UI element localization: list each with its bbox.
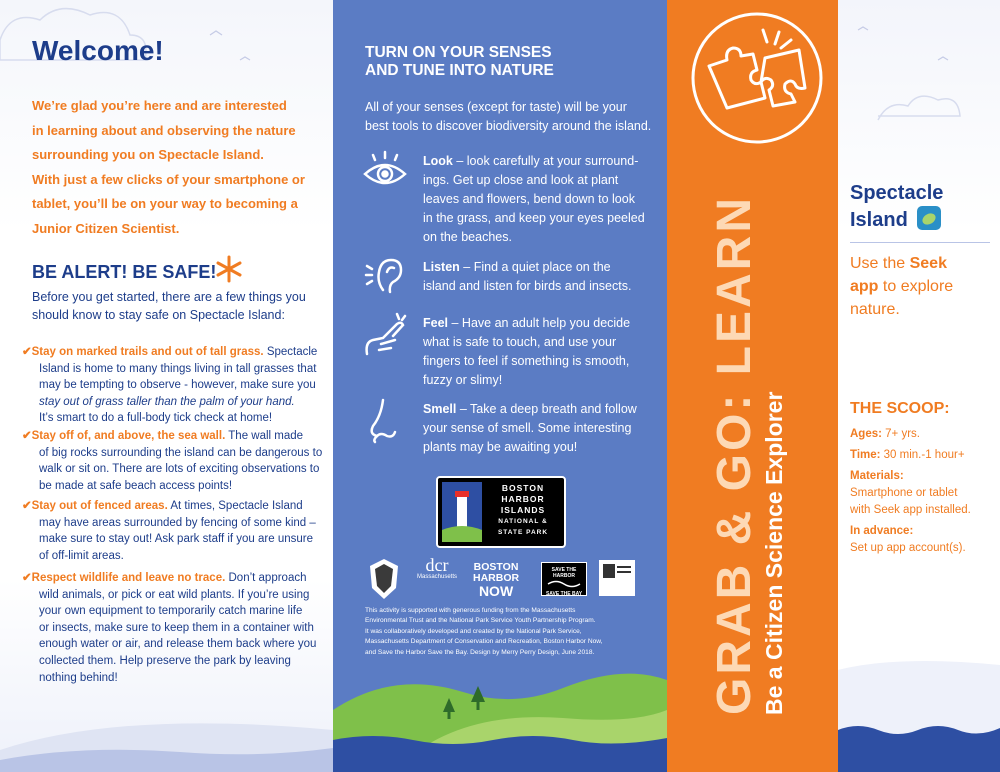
materials-value: with Seek app installed.	[850, 504, 971, 516]
ear-icon	[363, 252, 409, 298]
grab-go-title	[707, 195, 762, 715]
sense-listen	[423, 258, 631, 296]
nps-arrowhead-logo	[368, 558, 400, 600]
sense-smell	[423, 400, 637, 457]
tip-line: of off-limit areas.	[39, 549, 124, 562]
hand-icon	[361, 310, 411, 360]
tip-line: collected them. Help preserve the park by leaving	[39, 654, 291, 667]
tip-line: Island is home to many things living in tall grasses that	[39, 362, 317, 375]
credits-line: and Save the Harbor Save the Bay. Design by Merry Perry Design, June 2018.	[365, 648, 595, 656]
tip-line: walk or sit on. There are lots of exciting observations to	[39, 463, 320, 476]
check-icon: ✔	[22, 346, 32, 358]
eye-icon	[361, 150, 409, 198]
boston-harbor-islands-logo	[436, 476, 566, 548]
place-name	[850, 180, 943, 233]
welcome-title: Welcome!	[32, 35, 164, 66]
senses-intro-line: All of your senses (except for taste) will be your	[365, 100, 627, 114]
sense-line: – Have an adult help you decide	[448, 316, 631, 330]
seek-app-icon	[917, 206, 941, 230]
grab-go-subtitle-text: Be a Citizen Science Explorer	[761, 391, 787, 715]
wave-icon	[546, 579, 582, 589]
sense-line: fingers to feel if something is smooth,	[423, 354, 630, 368]
place-name-line: Island	[850, 209, 908, 231]
tip-title: Respect wildlife and leave no trace.	[31, 572, 226, 584]
environmental-trust-logo	[599, 560, 635, 596]
safety-tip-2	[22, 428, 327, 494]
safety-tip-1	[22, 344, 327, 427]
tip-line: may be tempting to observe - however, make sure you	[39, 379, 316, 392]
safety-tip-3	[22, 498, 327, 564]
ages-label: Ages:	[850, 428, 882, 440]
safety-intro-line: should know to stay safe on Spectacle Island:	[32, 308, 285, 322]
safety-intro-line: Before you get started, there are a few things you	[32, 290, 306, 304]
welcome-line: surrounding you on Spectacle Island.	[32, 147, 264, 162]
nose-icon	[363, 396, 409, 446]
tip-line: be made at safe beach access points!	[39, 479, 233, 492]
safety-intro	[32, 288, 306, 324]
sense-name: Feel	[423, 316, 449, 330]
info-panel	[838, 0, 1000, 772]
sense-look	[423, 152, 645, 247]
sea-illustration	[838, 600, 1000, 772]
sense-line: on the beaches.	[423, 230, 512, 244]
materials-value: Smartphone or tablet	[850, 487, 958, 499]
tip-title: Stay off of, and above, the sea wall.	[31, 430, 226, 442]
sense-feel	[423, 314, 630, 390]
credits-line: Massachusetts Department of Conservation and Recreation, Boston Harbor Now,	[365, 638, 603, 646]
bhi-logo-text	[488, 483, 558, 538]
tip-line: It’s smart to do a full-body tick check at home!	[39, 412, 273, 425]
sense-line: – Take a deep breath and follow	[456, 402, 637, 416]
left-panel	[0, 0, 333, 772]
lighthouse-icon	[442, 482, 482, 542]
check-icon: ✔	[22, 572, 32, 584]
hill-decoration	[0, 690, 333, 772]
tip-title: Stay on marked trails and out of tall grass.	[31, 346, 264, 358]
sense-line: ings. Get up close and look at plant	[423, 173, 619, 187]
bhi-logo-line: ISLANDS	[500, 505, 546, 515]
welcome-line: Junior Citizen Scientist.	[32, 220, 180, 236]
tip-line: stay out of grass taller than the palm of your hand.	[39, 395, 295, 408]
seek-app-word: app	[850, 278, 879, 295]
asterisk-icon	[214, 254, 244, 284]
seek-line: to explore	[878, 278, 954, 295]
dcr-logo-text: dcr	[425, 555, 449, 575]
check-icon: ✔	[22, 500, 32, 512]
bhn-logo-line: BOSTON	[473, 561, 519, 573]
bhi-logo-line: HARBOR	[501, 494, 545, 504]
grab-go-title-text: GRAB & GO: LEARN	[708, 195, 761, 715]
tip-line: nothing behind!	[39, 671, 118, 684]
senses-heading-line: AND TUNE INTO NATURE	[365, 62, 554, 79]
sense-name: Smell	[423, 402, 457, 416]
grab-go-subtitle	[761, 392, 788, 715]
tip-line: make sure to stay out! Ask park staff if you are unsure	[39, 533, 314, 546]
save-the-harbor-logo	[541, 562, 587, 596]
welcome-line: in learning about and observing the nature	[32, 122, 296, 138]
check-icon: ✔	[22, 430, 32, 442]
credits-line: It was collaboratively developed and created by the National Park Service,	[365, 627, 582, 635]
tip-line: your own equipment to temporarily catch marine life	[39, 605, 303, 618]
time-label: Time:	[850, 449, 881, 461]
puzzle-icon	[687, 8, 827, 148]
senses-heading	[365, 44, 554, 80]
sense-line: your sense of smell. Some interesting	[423, 421, 632, 435]
bhn-logo-line: HARBOR	[473, 572, 520, 584]
safety-tip-4	[22, 570, 327, 686]
time-value: 30 min.-1 hour+	[880, 449, 965, 461]
sth-logo-line: SAVE THE BAY	[545, 591, 583, 597]
ages-value: 7+ yrs.	[881, 428, 920, 440]
seek-text	[850, 252, 953, 321]
credits-line: Environmental Trust and the National Park Service Youth Partnership Program.	[365, 617, 596, 625]
sense-name: Listen	[423, 260, 460, 274]
seek-line: nature.	[850, 301, 900, 318]
sense-line: plants may be awaiting you!	[423, 440, 578, 454]
tip-line: may have areas surrounded by fencing of some kind –	[39, 516, 316, 529]
dcr-logo	[417, 556, 457, 580]
bhi-logo-line: STATE PARK	[497, 529, 549, 536]
advance-label: In advance:	[850, 525, 914, 537]
boston-harbor-now-logo	[473, 562, 519, 598]
dcr-logo-sub: Massachusetts	[417, 574, 458, 580]
bhi-logo-line: NATIONAL &	[498, 518, 548, 525]
tip-line: of big rocks surrounding the island can be dangerous to	[39, 446, 323, 459]
scoop-details	[850, 426, 971, 557]
landscape-illustration	[333, 640, 667, 772]
materials-label: Materials:	[850, 470, 904, 482]
scoop-heading: THE SCOOP:	[850, 400, 950, 417]
sense-line: – Find a quiet place on the	[459, 260, 611, 274]
safety-heading: BE ALERT! BE SAFE!	[32, 262, 217, 282]
welcome-text	[32, 94, 305, 241]
welcome-line: We’re glad you’re here and are interested	[32, 98, 287, 113]
grab-go-strip	[667, 0, 838, 772]
welcome-line: With just a few clicks of your smartphone or	[32, 171, 305, 187]
tip-line: enough water or air, and release them back where you	[39, 638, 317, 651]
sense-line: leaves and flowers, bend down to look	[423, 192, 635, 206]
senses-intro-line: best tools to discover biodiversity around the island.	[365, 119, 652, 133]
tip-line: or insects, make sure to keep them in a container with	[39, 621, 314, 634]
sense-name: Look	[423, 154, 453, 168]
tip-line: wild animals, or pick or eat wild plants. If you’re using	[39, 588, 310, 601]
tip-line: At times, Spectacle Island	[167, 500, 303, 512]
place-name-line: Spectacle	[850, 182, 944, 204]
welcome-line: tablet, you’ll be on your way to becoming a	[32, 196, 298, 211]
sense-line: what is safe to touch, and use your	[423, 335, 617, 349]
tip-line: Spectacle	[263, 346, 318, 358]
senses-heading-line: TURN ON YOUR SENSES	[365, 44, 552, 61]
seek-line: Use the	[850, 255, 910, 272]
divider	[850, 242, 990, 243]
bhi-logo-line: BOSTON	[501, 483, 545, 493]
tip-line: Don’t approach	[225, 572, 307, 584]
sense-line: island and listen for birds and insects.	[423, 279, 632, 293]
sense-line: – look carefully at your surround-	[452, 154, 639, 168]
seek-app-name: Seek	[909, 255, 947, 272]
sense-line: in the grass, and keep your eyes peeled	[423, 211, 645, 225]
sense-line: fuzzy or slimy!	[423, 373, 503, 387]
tip-title: Stay out of fenced areas.	[31, 500, 168, 512]
sth-logo-line: SAVE THE HARBOR	[551, 567, 577, 579]
bhn-logo-line: NOW	[478, 583, 514, 599]
senses-panel	[333, 0, 667, 772]
tip-line: The wall made	[225, 430, 304, 442]
senses-intro	[365, 98, 651, 136]
credits-line: This activity is supported with generous funding from the Massachusetts	[365, 607, 576, 614]
cloud-decoration	[838, 0, 1000, 160]
advance-value: Set up app account(s).	[850, 542, 966, 554]
